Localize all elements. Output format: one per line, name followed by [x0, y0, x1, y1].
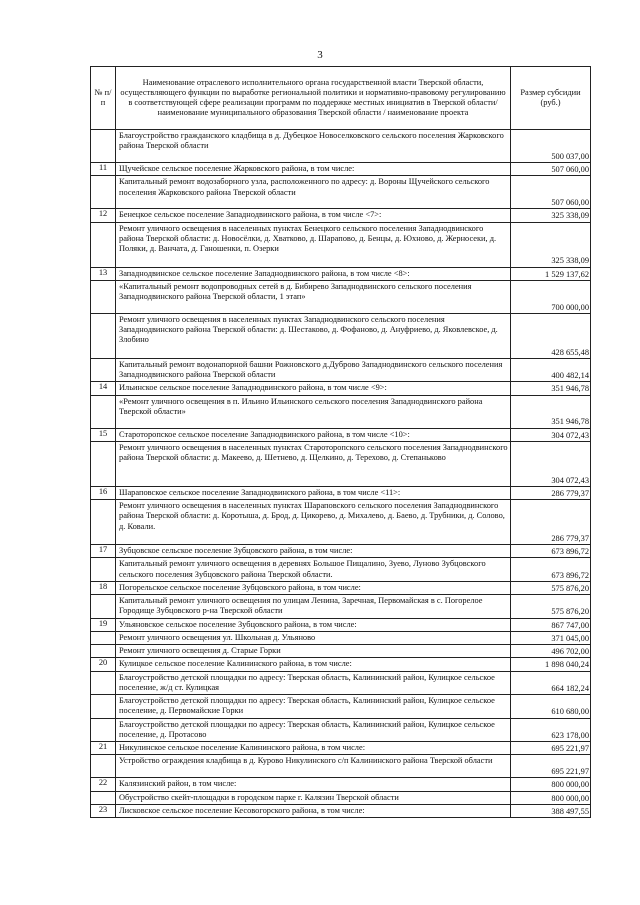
- table-row: [91, 791, 591, 804]
- row-description: Щучейское сельское поселение Жарковского района, в том числе:: [116, 163, 511, 176]
- row-number: [91, 395, 116, 428]
- row-number: [91, 558, 116, 582]
- row-number: 14: [91, 382, 116, 395]
- table-row: [91, 558, 591, 582]
- row-number: [91, 441, 116, 486]
- table-row: [91, 618, 591, 631]
- table-row: [91, 313, 591, 358]
- table-row: [91, 280, 591, 313]
- row-description: Обустройство скейт-площадки в городском парке г. Калязин Тверской области: [116, 791, 511, 804]
- table-row: [91, 755, 591, 778]
- subsidy-table: [90, 66, 591, 818]
- row-description: Капитальный ремонт уличного освещения по улицам Ленина, Заречная, Первомайская в с. Погорелое Городище Зубцовского р-на Тверской области: [116, 595, 511, 619]
- row-description: Зубцовское сельское поселение Зубцовского района, в том числе:: [116, 545, 511, 558]
- table-row: [91, 595, 591, 619]
- row-description: «Ремонт уличного освещения в п. Ильино Ильинского сельского поселения Западнодвинского района Тверской области»: [116, 395, 511, 428]
- row-amount: 800 000,00: [511, 778, 591, 791]
- row-number: 21: [91, 742, 116, 755]
- row-amount: 700 000,00: [511, 280, 591, 313]
- table-row: [91, 695, 591, 719]
- row-number: [91, 176, 116, 209]
- row-description: Устройство ограждения кладбища в д. Курово Никулинского с/п Калининского района Тверской области: [116, 755, 511, 778]
- table-row: [91, 581, 591, 594]
- row-amount: 1 529 137,62: [511, 267, 591, 280]
- row-number: [91, 222, 116, 267]
- table-row: [91, 658, 591, 671]
- table-row: [91, 358, 591, 382]
- row-amount: 1 898 040,24: [511, 658, 591, 671]
- row-number: 16: [91, 486, 116, 499]
- row-amount: 325 338,09: [511, 222, 591, 267]
- row-amount: 496 702,00: [511, 645, 591, 658]
- table-row: [91, 382, 591, 395]
- row-amount: 507 060,00: [511, 163, 591, 176]
- row-description: Шараповское сельское поселение Западнодвинского района, в том числе <11>:: [116, 486, 511, 499]
- table-row: [91, 742, 591, 755]
- row-amount: 428 655,48: [511, 313, 591, 358]
- row-amount: 673 896,72: [511, 545, 591, 558]
- table-row: [91, 176, 591, 209]
- row-description: Благоустройство детской площадки по адресу: Тверская область, Калининский район, Кулицкое сельское поселение, д. Протасово: [116, 718, 511, 742]
- row-amount: 867 747,00: [511, 618, 591, 631]
- row-number: 11: [91, 163, 116, 176]
- row-number: [91, 500, 116, 545]
- row-amount: 371 045,00: [511, 631, 591, 644]
- table-row: [91, 486, 591, 499]
- row-description: Благоустройство гражданского кладбища в д. Дубецкое Новоселковского сельского поселения Жарковского района Тверской области: [116, 130, 511, 163]
- row-description: Ремонт уличного освещения д. Старые Горки: [116, 645, 511, 658]
- table-row: [91, 778, 591, 791]
- row-number: 13: [91, 267, 116, 280]
- row-number: [91, 130, 116, 163]
- row-amount: 673 896,72: [511, 558, 591, 582]
- row-description: Ремонт уличного освещения в населенных пунктах Шараповского сельского поселения Западнодвинского района Тверской области: д. Коротыша, д. Брод, д. Цикорево, д. Михалево, д. Баево, д. Трубники, д. Солово, д. Ковали.: [116, 500, 511, 545]
- header-amount: Размер субсидии (руб.): [511, 67, 591, 130]
- row-description: Кулицкое сельское поселение Калининского района, в том числе:: [116, 658, 511, 671]
- row-amount: 286 779,37: [511, 486, 591, 499]
- row-description: Лисковское сельское поселение Кесовогорского района, в том числе:: [116, 804, 511, 817]
- row-number: [91, 313, 116, 358]
- row-description: Капитальный ремонт уличного освещения в деревнях Большое Пищалино, Зуево, Луново Зубцовского сельского поселения Зубцовского района Тверской области.: [116, 558, 511, 582]
- row-description: Никулинское сельское поселение Калининского района, в том числе:: [116, 742, 511, 755]
- row-number: [91, 695, 116, 719]
- row-amount: 304 072,43: [511, 428, 591, 441]
- row-amount: 695 221,97: [511, 755, 591, 778]
- row-number: [91, 358, 116, 382]
- row-amount: 400 482,14: [511, 358, 591, 382]
- row-description: Ремонт уличного освещения в населенных пунктах Западнодвинского сельского поселения Западнодвинского района Тверской области: д. Шестаково, д. Фофаново, д. Ануфриево, д. Яковлевское, д. Злобино: [116, 313, 511, 358]
- row-number: [91, 755, 116, 778]
- table-row: [91, 163, 591, 176]
- table-row: [91, 804, 591, 817]
- row-number: [91, 671, 116, 695]
- table-row: [91, 645, 591, 658]
- table-row: [91, 671, 591, 695]
- table-row: [91, 222, 591, 267]
- table-row: [91, 631, 591, 644]
- table-row: [91, 441, 591, 486]
- row-amount: 507 060,00: [511, 176, 591, 209]
- row-number: [91, 718, 116, 742]
- row-amount: 304 072,43: [511, 441, 591, 486]
- row-amount: 610 680,00: [511, 695, 591, 719]
- row-number: 17: [91, 545, 116, 558]
- row-amount: 575 876,20: [511, 581, 591, 594]
- row-amount: 388 497,55: [511, 804, 591, 817]
- row-amount: 575 876,20: [511, 595, 591, 619]
- row-number: 12: [91, 209, 116, 222]
- row-description: Благоустройство детской площадки по адресу: Тверская область, Калининский район, Кулицкое сельское поселение, ж/д ст. Кулицкая: [116, 671, 511, 695]
- row-number: 19: [91, 618, 116, 631]
- row-amount: 351 946,78: [511, 395, 591, 428]
- row-description: Благоустройство детской площадки по адресу: Тверская область, Калининский район, Кулицкое сельское поселение, д. Первомайские Горки: [116, 695, 511, 719]
- row-number: 18: [91, 581, 116, 594]
- table-row: [91, 428, 591, 441]
- row-description: Капитальный ремонт водозаборного узла, расположенного по адресу: д. Вороны Щучейского сельского поселения Жарковского района Тверской области: [116, 176, 511, 209]
- row-description: Ульяновское сельское поселение Зубцовского района, в том числе:: [116, 618, 511, 631]
- row-description: Калязинский район, в том числе:: [116, 778, 511, 791]
- table-row: [91, 718, 591, 742]
- row-description: «Капитальный ремонт водопроводных сетей в д. Бибирево Западнодвинского сельского поселения Западнодвинского района Тверской области, 1 этап»: [116, 280, 511, 313]
- row-description: Ильинское сельское поселение Западнодвинского района, в том числе <9>:: [116, 382, 511, 395]
- table-row: [91, 395, 591, 428]
- row-amount: 500 037,00: [511, 130, 591, 163]
- header-number: № п/п: [91, 67, 116, 130]
- row-description: Ремонт уличного освещения ул. Школьная д. Ульяново: [116, 631, 511, 644]
- row-number: [91, 280, 116, 313]
- row-number: 15: [91, 428, 116, 441]
- row-amount: 623 178,00: [511, 718, 591, 742]
- row-description: Ремонт уличного освещения в населенных пунктах Бенецкого сельского поселения Западнодвинского района Тверской области: д. Новосёлки, д. Хватково, д. Шарапово, д. Бенцы, д. Юхново, д. Жерносеки, д. Поляки, д. Ванчата, д. Ганошенки, п. Озерки: [116, 222, 511, 267]
- row-description: Староторопское сельское поселение Западнодвинского района, в том числе <10>:: [116, 428, 511, 441]
- row-amount: 664 182,24: [511, 671, 591, 695]
- table-row: [91, 545, 591, 558]
- table-header-row: [91, 67, 591, 130]
- row-number: 20: [91, 658, 116, 671]
- row-number: 23: [91, 804, 116, 817]
- table-row: [91, 130, 591, 163]
- table-row: [91, 209, 591, 222]
- row-description: Капитальный ремонт водонапорной башни Рожновского д.Дуброво Западнодвинского сельского поселения Западнодвинского района Тверской области: [116, 358, 511, 382]
- row-description: Погорельское сельское поселение Зубцовского района, в том числе:: [116, 581, 511, 594]
- row-description: Бенецкое сельское поселение Западнодвинского района, в том числе <7>:: [116, 209, 511, 222]
- page-number: 3: [317, 49, 323, 61]
- row-amount: 325 338,09: [511, 209, 591, 222]
- row-number: [91, 631, 116, 644]
- table-row: [91, 500, 591, 545]
- row-amount: 351 946,78: [511, 382, 591, 395]
- row-description: Западнодвинское сельское поселение Западнодвинского района, в том числе <8>:: [116, 267, 511, 280]
- row-description: Ремонт уличного освещения в населенных пунктах Староторопского сельского поселения Западнодвинского района Тверской области: д. Макеево, д. Шетнево, д. Щелкино, д. Терехово, д. Степаньково: [116, 441, 511, 486]
- row-amount: 800 000,00: [511, 791, 591, 804]
- table-row: [91, 267, 591, 280]
- header-description: Наименование отраслевого исполнительного органа государственной власти Тверской области, осуществляющего функции по выработке региональной политики и нормативно-правовому регулированию в соответствующей сфере реализации программ по поддержке местных инициатив в Тверской области/ наименование муниципального образования Тверской области / наименование проекта: [116, 67, 511, 130]
- row-number: [91, 595, 116, 619]
- row-number: 22: [91, 778, 116, 791]
- row-number: [91, 645, 116, 658]
- row-number: [91, 791, 116, 804]
- row-amount: 286 779,37: [511, 500, 591, 545]
- row-amount: 695 221,97: [511, 742, 591, 755]
